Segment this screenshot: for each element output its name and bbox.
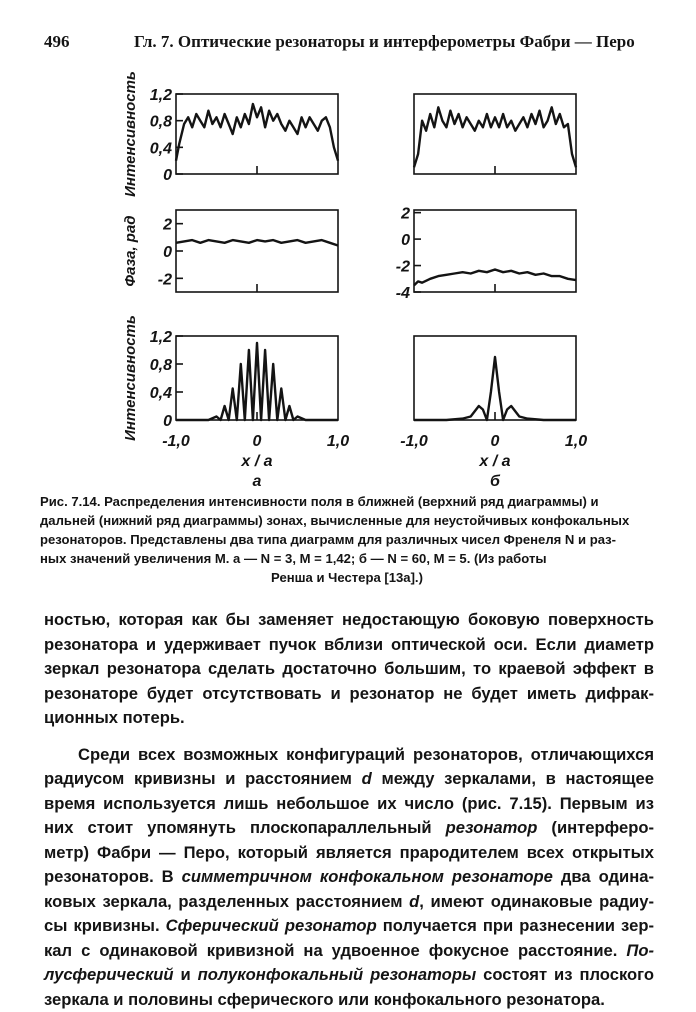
text-line: резонаторов. В симметричном конфокальном резонаторе два одина- (44, 865, 654, 890)
running-head (0, 30, 696, 54)
text-line: лусферический и полуконфокальный резонаторы состоят из плоского (44, 963, 654, 988)
figure-7-14 (0, 70, 696, 480)
text-line: резонаторе будет отсутствовать и резонатор не будет иметь дифрак- (44, 682, 654, 707)
text-line: зеркал резонатора сделать достаточно большим, то краевой эффект в (44, 657, 654, 682)
x-tick-label: 1,0 (565, 433, 587, 450)
x-tick-label: 1,0 (327, 433, 349, 450)
plot-frame (414, 94, 576, 174)
y-tick-label: 0 (163, 413, 172, 430)
y-tick-label: 1,2 (150, 87, 172, 104)
text-line: ковых зеркала, разделенных расстоянием d, имеют одинаковые радиу- (44, 890, 654, 915)
text-line: зеркала и половины сферического или конфокального резонатора. (44, 988, 654, 1012)
plot-frame (414, 336, 576, 420)
y-tick-label: 0,4 (150, 385, 172, 402)
text-line: сы кривизны. Сферический резонатор получается при разнесении зер- (44, 914, 654, 939)
y-tick-label: 0,8 (150, 357, 172, 374)
text-line: Среди всех возможных конфигураций резонаторов, отличающихся (44, 743, 654, 768)
figure-caption (40, 492, 654, 587)
y-tick-label: 0 (401, 232, 410, 249)
data-line (176, 343, 338, 420)
x-tick-label: -1,0 (400, 433, 428, 450)
panel-label: б (490, 473, 501, 490)
data-line (414, 107, 576, 167)
data-line (414, 270, 576, 286)
y-tick-label: 0,8 (150, 114, 172, 131)
text-line: ностью, которая как бы заменяет недостающую боковую поверхность (44, 608, 654, 633)
caption-line: Рис. 7.14. Распределения интенсивности поля в ближней (верхний ряд диаграммы) и (40, 492, 654, 511)
x-tick-label: 0 (491, 433, 500, 450)
y-tick-label: -2 (158, 271, 172, 288)
x-tick-label: -1,0 (162, 433, 190, 450)
data-line (176, 104, 338, 161)
caption-line: Ренша и Честера [13а].) (40, 568, 654, 587)
page-number: 496 (44, 32, 70, 52)
x-axis-label: x / a (240, 453, 272, 470)
y-tick-label: 1,2 (150, 329, 172, 346)
data-line (414, 357, 576, 420)
data-line (176, 240, 338, 245)
text-line: них стоит упомянуть плоскопараллельный резонатор (интерферо- (44, 816, 654, 841)
panel-label: а (253, 473, 262, 490)
running-title: Гл. 7. Оптические резонаторы и интерферометры Фабри — Перо (134, 32, 635, 52)
plot-frame (414, 210, 576, 292)
y-tick-label: 0 (163, 167, 172, 184)
x-tick-label: 0 (253, 433, 262, 450)
y-tick-label: 0,4 (150, 140, 172, 157)
text-line: метр) Фабри — Перо, который является прародителем всех открытых (44, 841, 654, 866)
body-text (44, 608, 654, 1012)
text-line: радиусом кривизны и расстоянием d между зеркалами, в настоящее (44, 767, 654, 792)
caption-line: ных значений увеличения M. а — N = 3, M = 1,42; б — N = 60, M = 5. (Из работы (40, 549, 654, 568)
plot-frame (176, 94, 338, 174)
plot-frame (176, 210, 338, 292)
y-tick-label: 2 (162, 217, 172, 234)
y-axis-label: Интенсивность (122, 71, 139, 197)
text-line: резонатора и удерживает пучок вблизи оптической оси. Если диаметр (44, 633, 654, 658)
caption-line: дальней (нижний ряд диаграммы) зонах, вычисленные для неустойчивых конфокальных (40, 511, 654, 530)
text-line: время используется лишь небольшое их число (рис. 7.15). Первым из (44, 792, 654, 817)
caption-line: резонаторов. Представлены два типа диаграмм для различных чисел Френеля N и раз- (40, 530, 654, 549)
y-tick-label: -2 (396, 259, 410, 276)
y-tick-label: 0 (163, 244, 172, 261)
y-axis-label: Фаза, рад (122, 215, 139, 286)
y-tick-label: -4 (396, 285, 410, 302)
x-axis-label: x / a (478, 453, 510, 470)
text-line: кал с одинаковой кривизной на удвоенное фокусное расстояние. По- (44, 939, 654, 964)
text-line: ционных потерь. (44, 706, 654, 731)
y-tick-label: 2 (400, 206, 410, 223)
y-axis-label: Интенсивность (122, 315, 139, 441)
